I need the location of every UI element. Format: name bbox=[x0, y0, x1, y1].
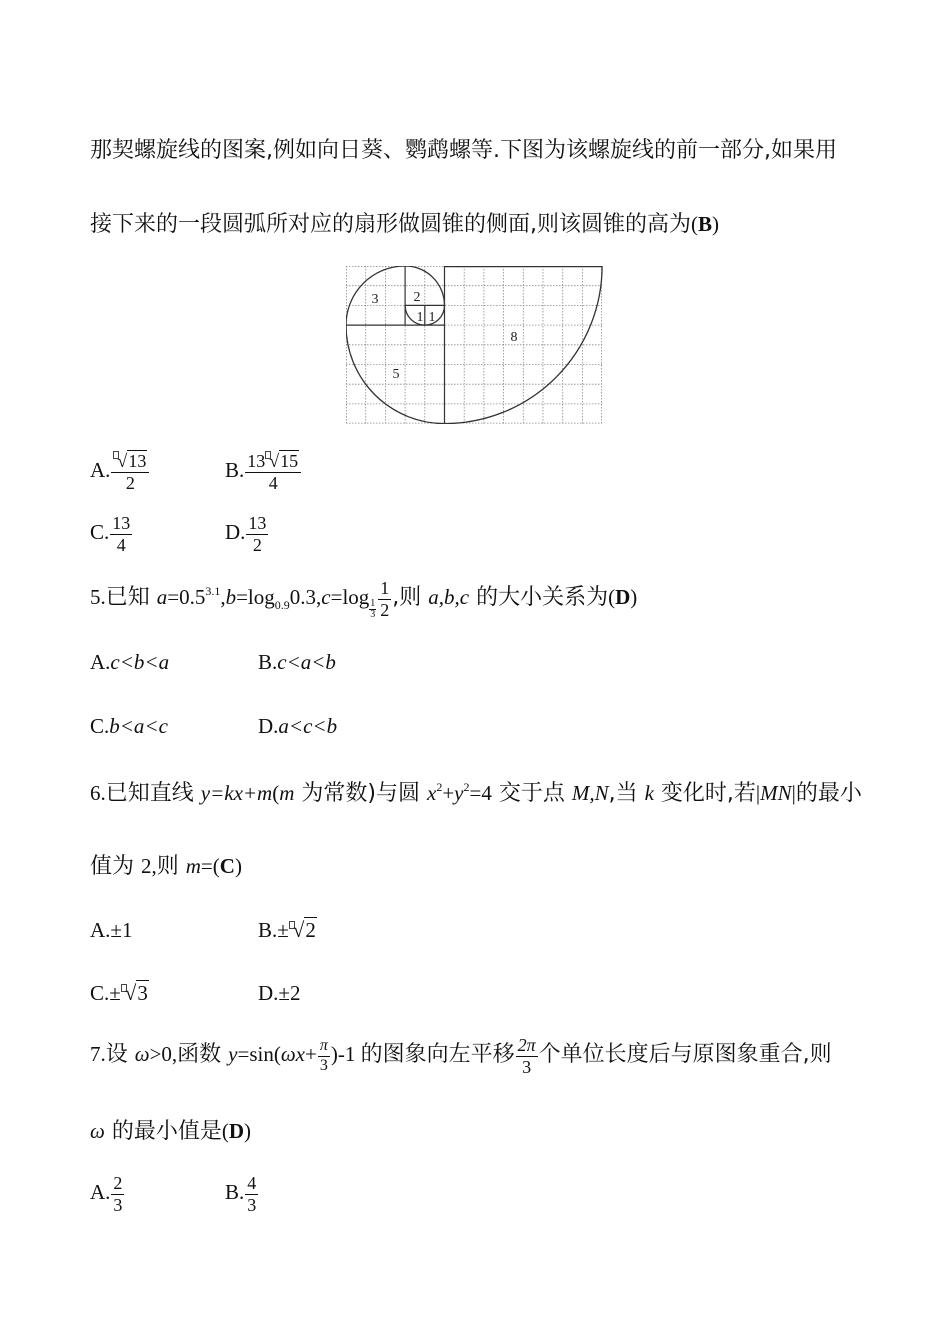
numerator: 2π bbox=[517, 1035, 536, 1055]
radical-sign: √ bbox=[124, 981, 137, 1005]
fraction bbox=[246, 513, 268, 555]
q7-option-a bbox=[90, 1167, 125, 1217]
plus-minus-sign: ± bbox=[277, 918, 289, 942]
coefficient: 13 bbox=[247, 451, 266, 471]
denominator: 4 bbox=[116, 534, 126, 555]
q5-vars: a,b,c bbox=[428, 585, 470, 609]
option-label: A. bbox=[90, 1180, 111, 1204]
q5-tail: 的大小关系为 bbox=[469, 585, 609, 610]
sin-open: =sin( bbox=[237, 1042, 281, 1066]
b-definition: =log bbox=[236, 585, 275, 609]
omega-x: ωx bbox=[280, 1042, 305, 1066]
abs-bar-right: | bbox=[791, 781, 796, 805]
denominator: 3 bbox=[247, 1194, 257, 1215]
segment-mn: MN bbox=[760, 781, 792, 805]
q4-close-paren: ) bbox=[712, 212, 720, 236]
y-exponent: 2 bbox=[463, 780, 470, 794]
option-label: C. bbox=[90, 520, 110, 544]
q6-line2-text-1: 值为 bbox=[90, 854, 141, 879]
q4-open-paren: ( bbox=[691, 212, 698, 236]
q4-answer: B bbox=[698, 212, 713, 236]
option-value: ±1 bbox=[110, 918, 133, 942]
var-k: k bbox=[644, 781, 654, 805]
q5-open-paren: ( bbox=[608, 585, 616, 609]
option-label: A. bbox=[90, 650, 111, 674]
option-expression: c<a<b bbox=[277, 650, 336, 674]
grid bbox=[346, 266, 602, 424]
q4-stem-text-2: 接下来的一段圆弧所对应的扇形做圆锥的侧面,则该圆锥的高为 bbox=[90, 212, 691, 237]
numerator bbox=[111, 451, 149, 473]
points: M,N bbox=[571, 781, 609, 805]
fraction bbox=[111, 1173, 124, 1215]
q6-text-5: 变化时,若 bbox=[653, 781, 756, 806]
var-x: x bbox=[426, 781, 437, 805]
var-omega: ω bbox=[134, 1042, 150, 1066]
var-y: y bbox=[454, 781, 464, 805]
square-borders bbox=[346, 266, 602, 424]
var-omega: ω bbox=[90, 1119, 105, 1143]
numerator: 4 bbox=[247, 1173, 257, 1193]
var-m: m bbox=[279, 781, 295, 805]
option-label: A. bbox=[90, 458, 111, 482]
denominator: 3 bbox=[522, 1056, 532, 1077]
q7-stem-line-2 bbox=[90, 1116, 251, 1146]
option-label: B. bbox=[258, 918, 278, 942]
option-label: D. bbox=[258, 714, 279, 738]
q6-option-a bbox=[90, 915, 132, 945]
numerator bbox=[245, 451, 301, 473]
a-exponent: 3.1 bbox=[205, 584, 221, 598]
q7-number: 7. bbox=[90, 1042, 106, 1066]
q6-text-6: 的最小 bbox=[795, 781, 862, 806]
q6-stem-line-2 bbox=[90, 851, 242, 881]
fibonacci-spiral-curve bbox=[346, 266, 602, 424]
fraction bbox=[111, 451, 149, 493]
fraction bbox=[245, 1173, 258, 1215]
q6-close-paren: ) bbox=[234, 854, 242, 878]
radical-sign: √ bbox=[292, 918, 305, 942]
q7-text-1: 设 bbox=[105, 1042, 135, 1067]
q4-option-b bbox=[225, 445, 302, 495]
q5-lead: 已知 bbox=[105, 585, 157, 610]
radicand: 13 bbox=[128, 451, 147, 471]
q6-line2-value: 2, bbox=[141, 854, 157, 878]
q7-option-b bbox=[225, 1167, 259, 1217]
b-log-base: 0.9 bbox=[274, 598, 290, 612]
radicand: 3 bbox=[137, 981, 148, 1005]
square-1-right-label: 1 bbox=[428, 310, 436, 325]
q5-stem-line bbox=[90, 575, 637, 619]
option-value: ±2 bbox=[278, 981, 301, 1005]
radical bbox=[289, 918, 317, 942]
var-a: a bbox=[156, 585, 168, 609]
numerator: 2 bbox=[113, 1173, 123, 1193]
radical-sign: √ bbox=[117, 451, 128, 471]
phase-fraction bbox=[318, 1037, 330, 1075]
x-exponent: 2 bbox=[436, 780, 443, 794]
abs-bar-left: | bbox=[755, 781, 761, 805]
numerator: 1 bbox=[370, 597, 376, 609]
q4-stem-text-1: 那契螺旋线的图案,例如向日葵、鹦鹉螺等.下图为该螺旋线的前一部分,如果用 bbox=[90, 138, 837, 163]
q5-option-d bbox=[258, 711, 337, 741]
sin-close: )-1 bbox=[330, 1042, 361, 1066]
q6-answer: C bbox=[219, 854, 235, 878]
q6-text-3: 交于点 bbox=[491, 781, 572, 806]
q7-stem-line-1 bbox=[90, 1030, 832, 1078]
separator: , bbox=[220, 585, 226, 609]
c-log-argument-fraction bbox=[378, 578, 391, 620]
q7-answer: D bbox=[228, 1119, 244, 1143]
radical-sign: √ bbox=[269, 451, 280, 471]
denominator: 2 bbox=[380, 599, 390, 620]
var-y: y bbox=[228, 1042, 238, 1066]
q7-text-3: 的图象向左平移 bbox=[360, 1042, 515, 1067]
var-b: b bbox=[225, 585, 237, 609]
plus-minus-sign: ± bbox=[109, 981, 121, 1005]
radicand: 2 bbox=[305, 918, 316, 942]
q6-option-d bbox=[258, 978, 300, 1008]
equals-4: =4 bbox=[469, 781, 492, 805]
option-label: A. bbox=[90, 918, 111, 942]
line-equation: y=kx+m bbox=[200, 781, 273, 805]
q6-text-2: 为常数)与圆 bbox=[294, 781, 427, 806]
q4-option-a bbox=[90, 445, 150, 495]
option-label: B. bbox=[225, 1180, 245, 1204]
radical bbox=[265, 451, 299, 471]
var-m: m bbox=[185, 854, 201, 878]
option-expression: c<b<a bbox=[110, 650, 170, 674]
equals-open-paren: =( bbox=[200, 854, 220, 878]
q7-open-paren: ( bbox=[221, 1119, 229, 1143]
q6-option-c bbox=[90, 978, 149, 1008]
plus: + bbox=[305, 1042, 317, 1066]
plus: + bbox=[442, 781, 455, 805]
fraction bbox=[245, 451, 301, 493]
option-label: D. bbox=[225, 520, 246, 544]
denominator: 4 bbox=[268, 472, 278, 493]
fraction bbox=[110, 513, 132, 555]
shift-fraction bbox=[516, 1035, 538, 1077]
fibonacci-spiral-figure bbox=[346, 266, 603, 424]
square-8-label: 8 bbox=[510, 330, 518, 345]
option-label: B. bbox=[258, 650, 278, 674]
c-log-base-fraction bbox=[369, 599, 376, 621]
var-c: c bbox=[321, 585, 331, 609]
q5-option-a bbox=[90, 647, 169, 677]
square-5-label: 5 bbox=[392, 367, 400, 382]
q5-number: 5. bbox=[90, 585, 106, 609]
q6-text-4: ,当 bbox=[608, 781, 645, 806]
numerator: 13 bbox=[248, 513, 267, 533]
denominator: 2 bbox=[252, 534, 262, 555]
square-2-label: 2 bbox=[413, 290, 421, 305]
q7-close-paren: ) bbox=[244, 1119, 251, 1143]
q7-line2-text: 的最小值是 bbox=[104, 1119, 222, 1144]
q4-option-c bbox=[90, 507, 133, 557]
radicand: 15 bbox=[280, 451, 299, 471]
numerator: 13 bbox=[112, 513, 131, 533]
q4-stem-line-1 bbox=[90, 135, 837, 165]
option-expression: b<a<c bbox=[109, 714, 168, 738]
option-label: C. bbox=[90, 714, 110, 738]
option-label: D. bbox=[258, 981, 279, 1005]
q4-option-d bbox=[225, 507, 269, 557]
q5-option-b bbox=[258, 647, 336, 677]
option-label: C. bbox=[90, 981, 110, 1005]
numerator: π bbox=[318, 1037, 330, 1056]
option-label: B. bbox=[225, 458, 245, 482]
b-log-argument: 0.3, bbox=[289, 585, 322, 609]
option-expression: a<c<b bbox=[278, 714, 338, 738]
omega-condition: >0, bbox=[149, 1042, 178, 1066]
a-definition: =0.5 bbox=[167, 585, 206, 609]
denominator: 3 bbox=[319, 1056, 328, 1074]
q6-number: 6. bbox=[90, 781, 106, 805]
q6-stem-line-1 bbox=[90, 778, 862, 808]
q6-text-1: 已知直线 bbox=[105, 781, 201, 806]
radical bbox=[113, 451, 147, 471]
c-definition: =log bbox=[330, 585, 370, 609]
numerator: 1 bbox=[380, 578, 390, 598]
q5-mid: ,则 bbox=[392, 585, 429, 610]
q6-option-b bbox=[258, 915, 317, 945]
q5-answer: D bbox=[615, 585, 631, 609]
q5-option-c bbox=[90, 711, 168, 741]
paren: ( bbox=[272, 781, 280, 805]
q5-close-paren: ) bbox=[630, 585, 638, 609]
q7-text-2: 函数 bbox=[177, 1042, 229, 1067]
square-3-label: 3 bbox=[371, 292, 379, 307]
square-1-left-label: 1 bbox=[416, 310, 424, 325]
q7-text-4: 个单位长度后与原图象重合,则 bbox=[538, 1042, 832, 1067]
denominator: 2 bbox=[125, 472, 135, 493]
radical bbox=[121, 981, 149, 1005]
q6-line2-text-2: 则 bbox=[156, 854, 186, 879]
denominator: 3 bbox=[113, 1194, 123, 1215]
denominator: 3 bbox=[370, 609, 376, 620]
q4-stem-line-2 bbox=[90, 209, 719, 239]
